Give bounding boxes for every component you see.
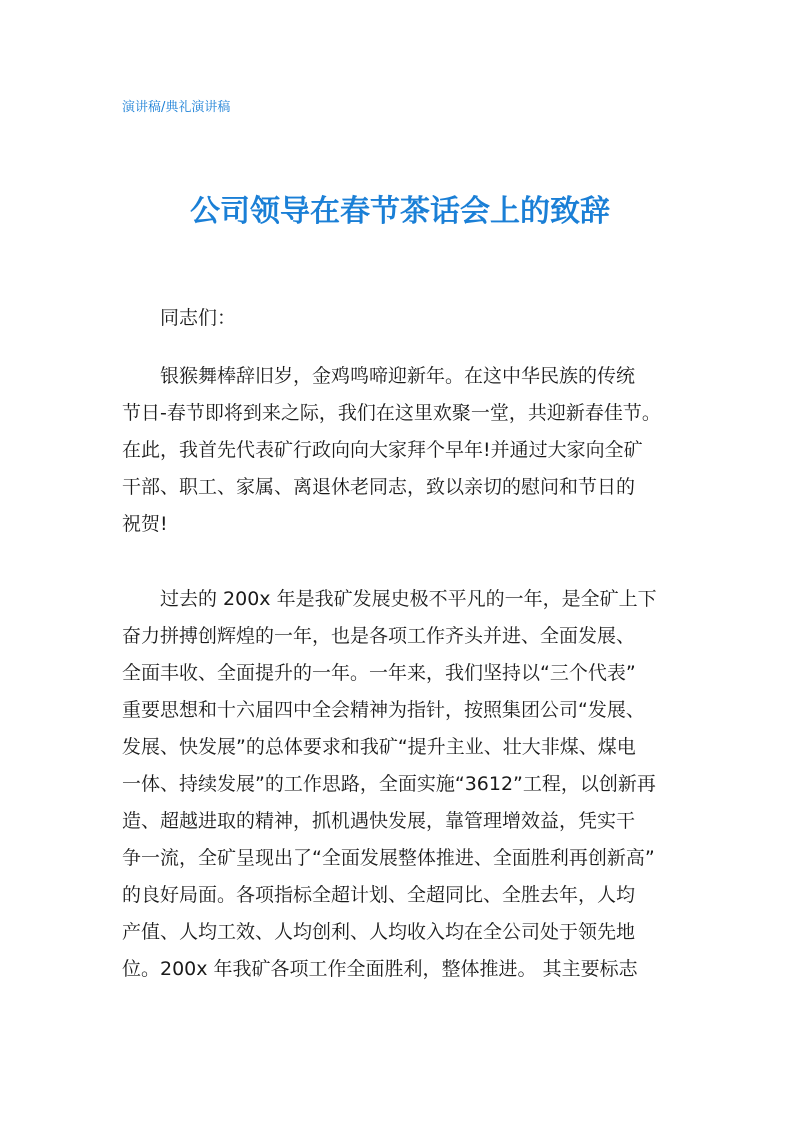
paragraph-1-line-1: 银猴舞棒辞旧岁，金鸡鸣啼迎新年。在这中华民族的传统 (160, 365, 636, 387)
greeting: 同志们： (160, 307, 237, 329)
paragraph-2-line-3: 全面丰收、全面提升的一年。一年来，我们坚持以“三个代表” (122, 662, 636, 684)
paragraph-2-line-6: 一体、持续发展”的工作思路，全面实施“3612”工程，以创新再 (122, 773, 656, 795)
paragraph-2-line-11: 位。200x 年我矿各项工作全面胜利，整体推进。 其主要标志 (122, 958, 638, 980)
paragraph-1-line-4: 干部、职工、家属、离退休老同志，致以亲切的慰问和节日的 (122, 476, 636, 498)
paragraph-1-line-2: 节日-春节即将到来之际，我们在这里欢聚一堂，共迎新春佳节。 (122, 402, 661, 424)
paragraph-1-line-3: 在此，我首先代表矿行政向向大家拜个早年!并通过大家向全矿 (122, 439, 643, 461)
page-title: 公司领导在春节茶话会上的致辞 (190, 194, 610, 229)
paragraph-2-line-1: 过去的 200x 年是我矿发展史极不平凡的一年，是全矿上下 (160, 588, 657, 610)
paragraph-2-line-10: 产值、人均工效、人均创利、人均收入均在全公司处于领先地 (122, 921, 636, 943)
paragraph-2-line-9: 的良好局面。各项指标全超计划、全超同比、全胜去年，人均 (122, 884, 636, 906)
paragraph-2-line-8: 争一流，全矿呈现出了“全面发展整体推进、全面胜利再创新高” (122, 847, 655, 869)
paragraph-2-line-2: 奋力拼搏创辉煌的一年，也是各项工作齐头并进、全面发展、 (122, 625, 636, 647)
paragraph-1-line-5: 祝贺! (122, 513, 168, 535)
breadcrumb[interactable]: 演讲稿/典礼演讲稿 (122, 100, 231, 115)
paragraph-2-line-5: 发展、快发展”的总体要求和我矿“提升主业、壮大非煤、煤电 (122, 736, 636, 758)
paragraph-2-line-4: 重要思想和十六届四中全会精神为指针，按照集团公司“发展、 (122, 699, 645, 721)
paragraph-2-line-7: 造、超越进取的精神，抓机遇快发展，靠管理增效益，凭实干 (122, 810, 636, 832)
